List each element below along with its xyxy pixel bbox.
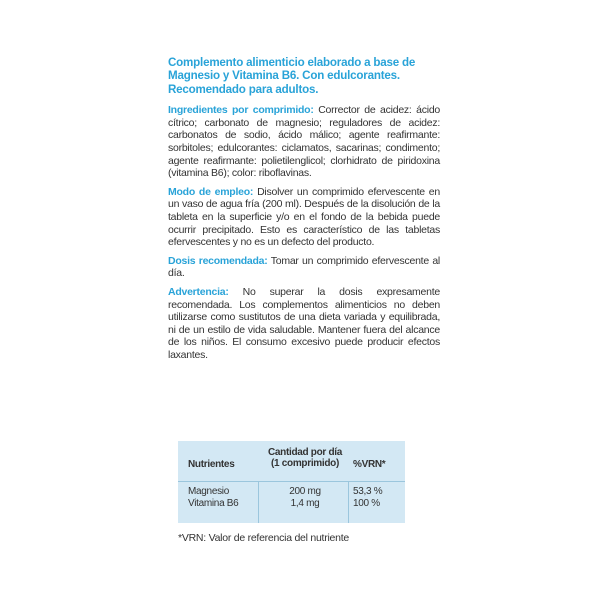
nutrients-header: Nutrientes: [188, 459, 235, 470]
ingredients-paragraph: [168, 104, 440, 180]
usage-text: Disolver un comprimido efervescente en un vaso de agua fría (200 ml). Después de la disolución de la tableta en la superficie y/o en el fondo de la bebida puede ocurrir precipitado. Esto es característico de las tabletas efervescentes y no es un defecto del producto.: [168, 185, 440, 249]
warning-paragraph: [168, 286, 440, 362]
table-column-divider: [258, 481, 259, 523]
vrn-header: %VRN*: [353, 459, 386, 470]
warning-label: Advertencia:: [168, 285, 229, 298]
nutrition-table: [178, 441, 405, 523]
label-text-block: [168, 56, 440, 368]
table-cell-nutrient: Magnesio: [188, 486, 229, 497]
table-cell-nutrient: Vitamina B6: [188, 497, 239, 509]
quantity-header-line1: Cantidad por día: [267, 447, 343, 458]
table-header-divider: [178, 481, 405, 482]
dose-label: Dosis recomendada:: [168, 254, 268, 267]
ingredients-text: Corrector de acidez: ácido cítrico; carbonato de magnesio; reguladores de acidez: carbonatos de sodio, ácido málico; agente reafirmante: sorbitoles; edulcorantes: ciclamatos, sacarinas; condimento; agente reafirmante: polietilenglicol; clorhidrato de piridoxina (vitamina B6); color: riboflavinas.: [168, 104, 441, 180]
table-cell-vrn: 100 %: [353, 497, 380, 509]
dose-paragraph: [168, 255, 440, 280]
usage-paragraph: [168, 186, 440, 249]
dose-text: Tomar un comprimido efervescente al día.: [168, 254, 440, 280]
table-cell-quantity: 1,4 mg: [290, 497, 320, 509]
quantity-header: [262, 447, 348, 469]
usage-label: Modo de empleo:: [168, 185, 254, 198]
table-cell-vrn: 53,3 %: [353, 486, 383, 497]
quantity-header-line2: (1 comprimido): [270, 458, 340, 469]
table-column-divider: [348, 481, 349, 523]
warning-text: No superar la dosis expresamente recomendada. Los complementos alimenticios no deben utilizarse como sustitutos de una dieta variada y equilibrada, ni de un estilo de vida saludable. Mantener fuera del alcance de los niños. El consumo excesivo puede producir efectos laxantes.: [168, 285, 440, 361]
ingredients-label: Ingredientes por comprimido:: [168, 104, 314, 117]
vrn-footnote: *VRN: Valor de referencia del nutriente: [178, 532, 349, 544]
table-cell-quantity: 200 mg: [289, 486, 321, 497]
product-intro: Complemento alimenticio elaborado a base de Magnesio y Vitamina B6. Con edulcorantes. Recomendado para adultos.: [168, 56, 416, 96]
